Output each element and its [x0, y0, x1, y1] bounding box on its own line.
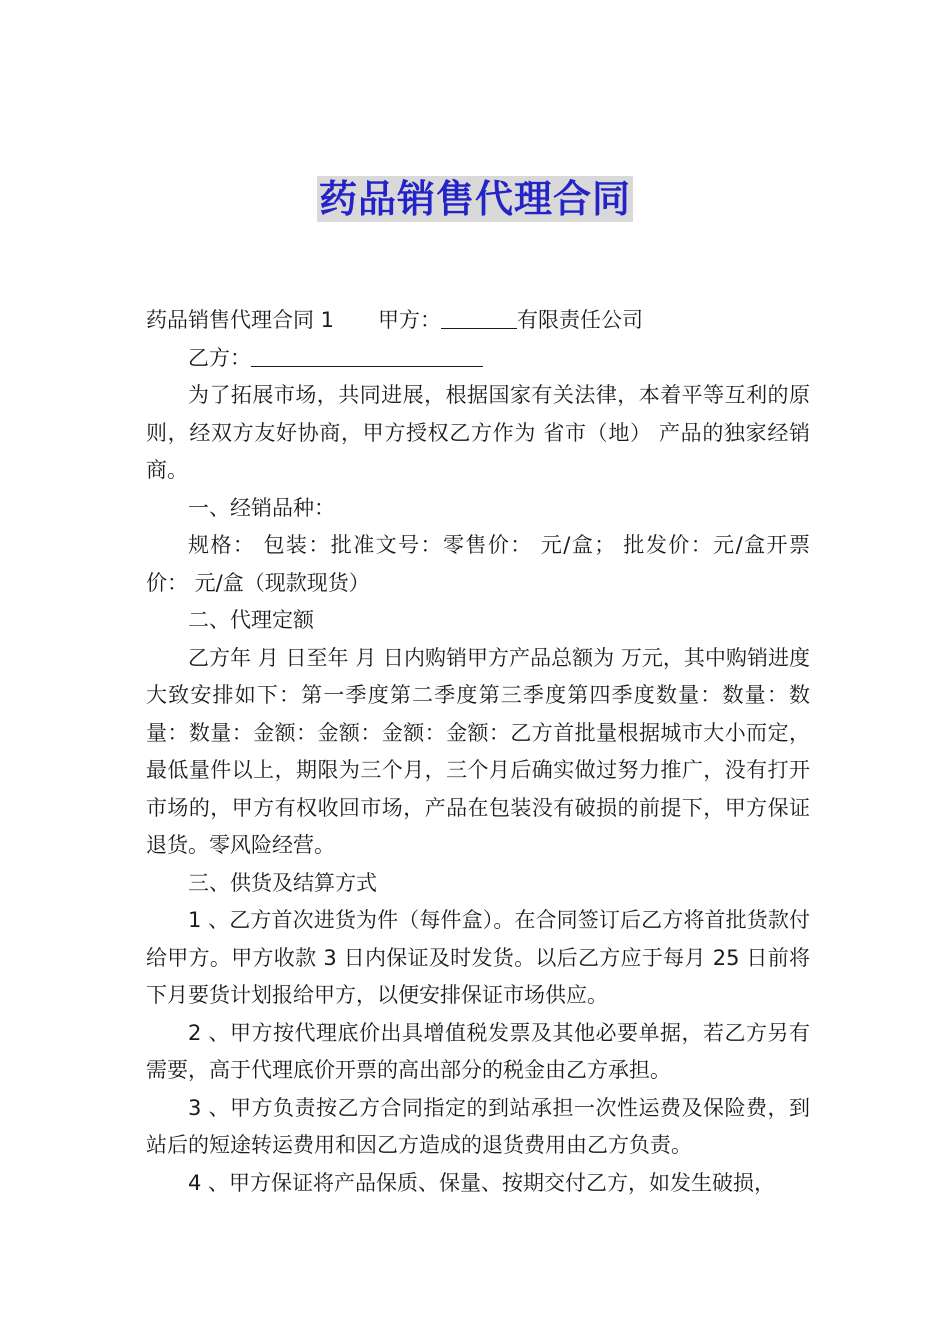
document-body [146, 302, 810, 1202]
section-2-body: 乙方年 月 日至年 月 日内购销甲方产品总额为 万元，其中购销进度大致安排如下：第一季度第二季度第三季度第四季度数量：数量：数量：数量：金额：金额：金额：金额：乙方首批量根据城市大小而定，最低量件以上，期限为三个月，三个月后确实做过努力推广，没有打开市场的，甲方有权收回市场，产品在包装没有破损的前提下，甲方保证退货。零风险经营。 [146, 645, 810, 857]
intro-paragraph: 为了拓展市场，共同进展，根据国家有关法律，本着平等互利的原则，经双方友好协商，甲方授权乙方作为 省市（地） 产品的独家经销商。 [146, 383, 810, 482]
section-1-title: 一、经销品种： [188, 495, 335, 520]
header-line [146, 302, 810, 340]
document-title: 药品销售代理合同 [318, 177, 631, 221]
section-3-item-2: 2 、甲方按代理底价出具增值税发票及其他必要单据，若乙方另有需要，高于代理底价开票的高出部分的税金由乙方承担。 [146, 1020, 810, 1082]
title-container [0, 176, 950, 222]
section-3-item-4: 4 、甲方保证将产品保质、保量、按期交付乙方，如发生破损， [188, 1170, 776, 1195]
party-b-label: 乙方： [188, 345, 251, 370]
section-3-item-3: 3 、甲方负责按乙方合同指定的到站承担一次性运费及保险费，到站后的短途转运费用和因乙方造成的退货费用由乙方负责。 [146, 1095, 810, 1157]
party-a-suffix: 有限责任公司 [517, 308, 644, 332]
section-2-title: 二、代理定额 [188, 608, 314, 632]
party-a-blank [441, 306, 517, 329]
section-1-body: 规格： 包装：批准文号：零售价： 元/盒； 批发价：元/盒开票价： 元/盒（现款现货） [146, 533, 810, 595]
party-b-blank [251, 344, 483, 367]
contract-number: 药品销售代理合同 1 [146, 308, 335, 332]
party-b-line [146, 340, 810, 378]
party-a-label: 甲方： [378, 308, 442, 332]
section-3-item-1: 1 、乙方首次进货为件（每件盒）。在合同签订后乙方将首批货款付给甲方。甲方收款 3 日内保证及时发货。以后乙方应于每月 25 日前将下月要货计划报给甲方，以便安排保证市场供应。 [146, 908, 810, 1007]
section-3-title: 三、供货及结算方式 [188, 870, 377, 895]
